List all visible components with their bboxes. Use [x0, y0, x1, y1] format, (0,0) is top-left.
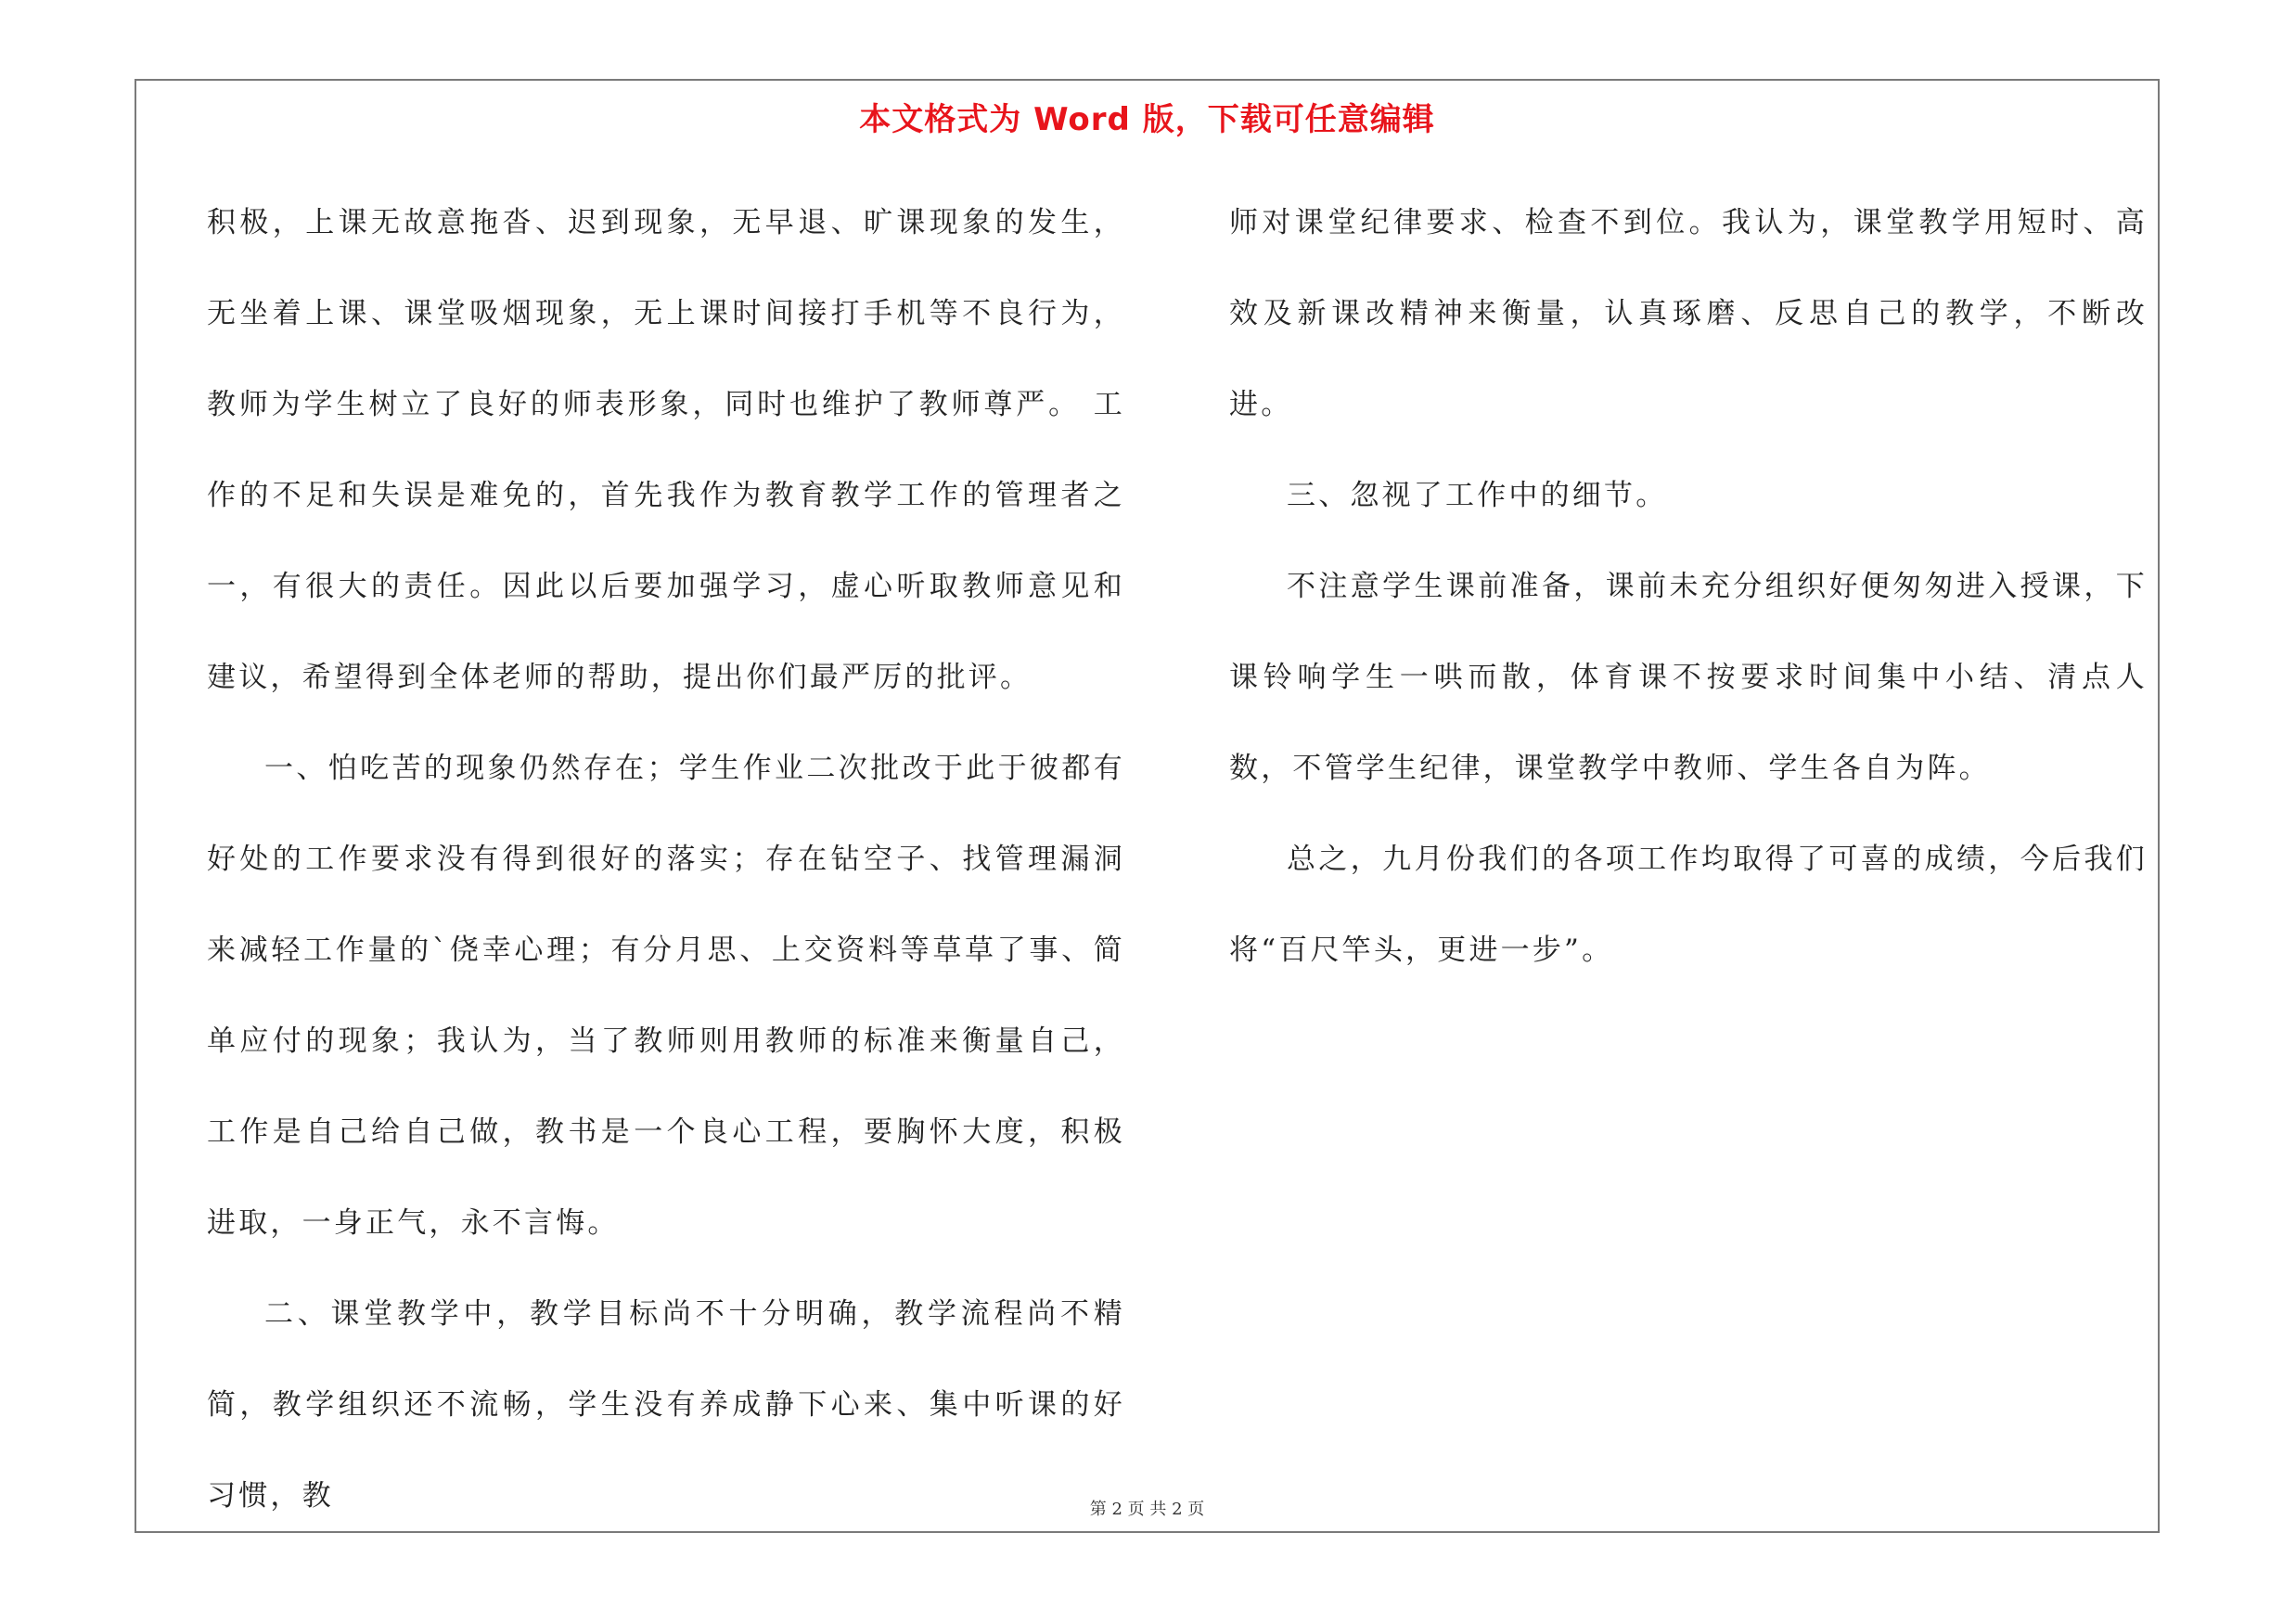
- page-number-footer: 第 2 页 共 2 页: [1089, 1500, 1205, 1519]
- right-text-column: [1229, 177, 2148, 996]
- paragraph-point-three-body: 不注意学生课前准备，课前未充分组织好便匆匆进入授课，下课铃响学生一哄而散，体育课不按要求时间集中小结、清点人数，不管学生纪律，课堂教学中教师、学生各自为阵。: [1229, 570, 2148, 785]
- format-notice-banner: 本文格式为 Word 版，下载可任意编辑: [859, 101, 1435, 138]
- paragraph-conclusion: 总之，九月份我们的各项工作均取得了可喜的成绩，今后我们将“百尺竿头，更进一步”。: [1229, 843, 2148, 967]
- left-text-column: [207, 177, 1125, 1541]
- paragraph-continued: 积极，上课无故意拖沓、迟到现象，无早退、旷课现象的发生，无坐着上课、课堂吸烟现象，无上课时间接打手机等不良行为，教师为学生树立了良好的师表形象，同时也维护了教师尊严。 工作的不足和失误是难免的，首先我作为教育教学工作的管理者之一，有很大的责任。因此以后要加强学习，虚心听取教师意见和建议，希望得到全体老师的帮助，提出你们最严厉的批评。: [207, 206, 1125, 694]
- paragraph-point-two-continued: 师对课堂纪律要求、检查不到位。我认为，课堂教学用短时、高效及新课改精神来衡量，认真琢磨、反思自己的教学，不断改进。: [1229, 206, 2148, 421]
- paragraph-point-three-heading: 三、忽视了工作中的细节。: [1287, 479, 1668, 512]
- paragraph-point-two: 二、课堂教学中，教学目标尚不十分明确，教学流程尚不精简，教学组织还不流畅，学生没有养成静下心来、集中听课的好习惯，教: [207, 1297, 1125, 1513]
- paragraph-point-one: 一、怕吃苦的现象仍然存在；学生作业二次批改于此于彼都有好处的工作要求没有得到很好的落实；存在钻空子、找管理漏洞来减轻工作量的`侥幸心理；有分月思、上交资料等草草了事、简单应付的现象；我认为，当了教师则用教师的标准来衡量自己，工作是自己给自己做，教书是一个良心工程，要胸怀大度，积极进取，一身正气，永不言悔。: [207, 752, 1125, 1240]
- document-page: [135, 79, 2160, 1533]
